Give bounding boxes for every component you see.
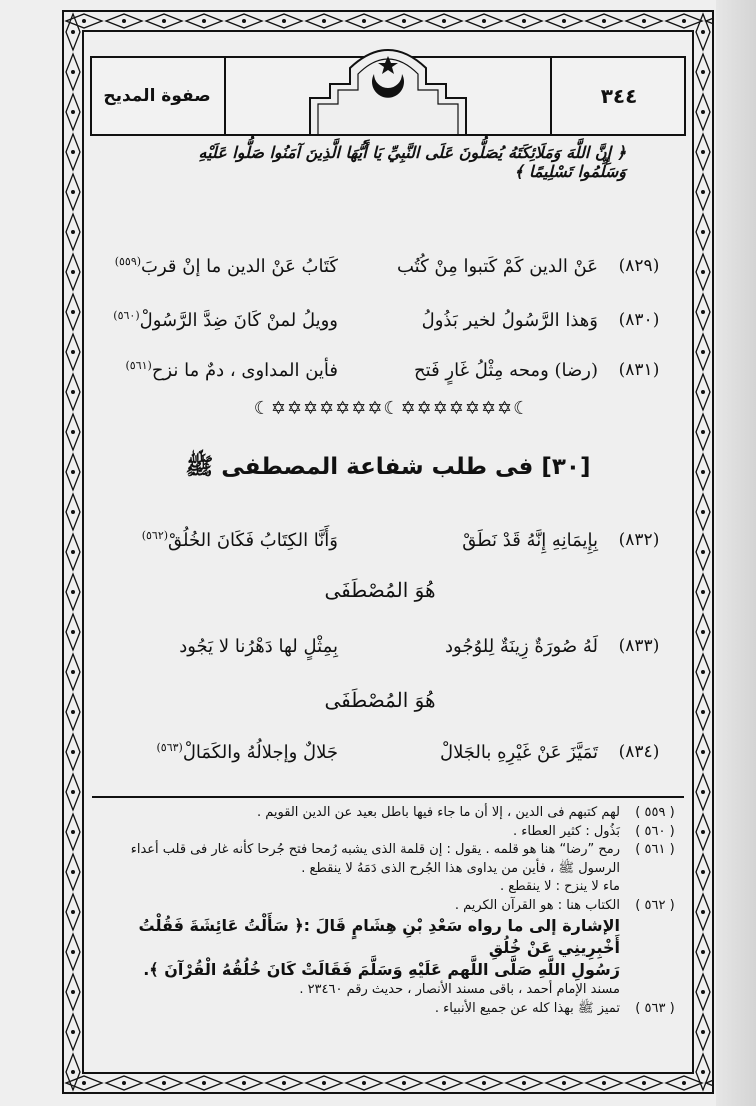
footnote-marker[interactable]: (٥٦١) [125,359,152,372]
footnote-text: رمح ”رضا“ هنا هو قلمه . يقول : إن قلمة الذى يشبه رُمحا فتح جُرحا كأنه غار فى قلب أعداء [130,842,620,857]
verse-hemistich-second: وويلُ لمنْ كَانَ ضِدَّ الرَّسُولْ$^{(٥٦٠)}$ [113,309,338,331]
footnotes [96,804,684,1018]
verse-hemistich-second: بِمِثْلٍ لها دَهْرُنا لا يَجُود [179,635,338,657]
footnote-marker[interactable]: (٥٦٠) [113,309,140,322]
footnote-563 [96,1000,684,1019]
verse-830 [78,302,668,338]
verse-number: (٨٣١) [618,360,660,380]
verse-number: (٨٣٣) [618,636,660,656]
footnote-text: ماء لا ينزح : لا ينقطع . [500,879,620,894]
verse-number: (٨٣٢) [618,530,660,550]
verse-number: (٨٣٠) [618,310,660,330]
chapter-title: [٣٠] فى طلب شفاعة المصطفى ﷺ [185,454,591,480]
verse-829 [78,248,668,284]
crescent-arch-icon [300,38,476,136]
verse-hemistich-first: تَمَيَّزَ عَنْ غَيْرِهِ بالجَلالْ [439,741,598,763]
verse-hemistich-second: وَأَنَّا الكِتَابُ فَكَانَ الخُلُقْ$^{(٥٦٢)}$ [141,529,338,551]
verse-833 [78,628,668,664]
verse-832 [78,522,668,558]
footnote-number: ( ٥٦١ ) [635,842,675,857]
verse-number: (٨٢٩) [618,256,660,276]
ornament-divider: ☾✡✡✡✡✡✡✡☾✡✡✡✡✡✡✡☾ [253,398,531,419]
quran-verse-banner: ﴿ إِنَّ اللَّهَ وَمَلَائِكَتَهُ يُصَلُّونَ عَلَى النَّبِيِّ يَا أَيُّهَا الَّذِينَ آمَنُوا صَلُّوا عَلَيْهِ وَسَلِّمُوا تَسْلِيمًا ﴾ [198,143,626,181]
verse-hemistich-first: (رضا) ومحه مِثْلُ غَارٍ فَتح [414,359,598,381]
verse-834 [78,734,668,770]
verse-hemistich-first: وَهذا الرَّسُولُ لخير بَذُولُ [421,309,598,331]
verse-hemistich-first: لَهُ صُورَةٌ زِينَةٌ لِلوُجُود [445,635,598,657]
page-edge [716,0,756,1106]
footnote-562-source [96,981,684,1000]
footnote-561-cont [96,878,684,897]
footnote-text: الإشارة إلى ما رواه سَعْدِ بْنِ هِشَامٍ قَالَ :﴿ سَأَلْتُ عَائِشَةَ فَقُلْتُ أَخْبِرِينِي عَنْ خُلُقِ [138,916,620,957]
footnote-561-cont [96,860,684,879]
hadith-quote [96,959,684,981]
refrain: هُوَ المُصْطَفَى [324,688,436,712]
verse-number: (٨٣٤) [618,742,660,762]
footnote-number: ( ٥٦٣ ) [635,1000,675,1016]
footnote-text: الرسول ﷺ ، فأين من يداوى هذا الجُرح الذى دَمَهُ لا ينقطع . [301,860,620,876]
footnote-number: ( ٥٦٢ ) [635,897,675,913]
footnote-marker[interactable]: (٥٦٣) [156,741,183,754]
verse-hemistich-first: عَنْ الدين كَمْ كَتبوا مِنْ كُتُب [397,255,598,277]
footnote-text: لهم كتبهم فى الدين ، إلا أن ما جاء فيها باطل بعيد عن الدين القويم . [257,805,620,820]
refrain: هُوَ المُصْطَفَى [324,578,436,602]
footnote-number: ( ٥٥٩ ) [635,805,675,820]
verse-831 [78,352,668,388]
footnote-marker[interactable]: (٥٦٢) [141,529,169,542]
verse-hemistich-second: جَلالٌ وإجلالُهُ والكَمَالْ$^{(٥٦٣)}$ [156,741,338,763]
bottom-border-pattern [64,1074,712,1092]
verse-hemistich-second: كَتَابُ عَنْ الدين ما إنْ قربَ$^{(٥٥٩)}$ [114,255,338,277]
footnote-561 [96,841,684,860]
verse-hemistich-first: بِإِيمَانِهِ إِنَّهُ قَدْ نَطَقْ [462,529,598,551]
footnote-559 [96,804,684,823]
footnote-number: ( ٥٦٠ ) [635,823,675,839]
footnote-text: تميز ﷺ بهذا كله عن جميع الأنبياء . [434,1000,620,1016]
footnote-text: رَسُولِ اللَّهِ صَلَّى اللَّهم عَلَيْهِ وَسَلَّمَ فَقَالَتْ كَانَ خُلُقُهُ الْقُرْآنَ ﴾. [143,960,620,979]
hadith-quote [96,915,684,959]
top-border-pattern [64,12,712,30]
footnote-text: الكتاب هنا : هو القرآن الكريم . [454,897,620,913]
footnote-marker[interactable]: (٥٥٩) [114,255,142,268]
footnote-separator [92,796,684,798]
footnote-text: بَذُول : كثير العطاء . [513,823,620,839]
footnote-text: مسند الإمام أحمد ، باقى مسند الأنصار ، حديث رقم ٢٣٤٦٠ . [299,982,620,997]
verse-hemistich-second: فأين المداوى ، دمٌ ما نزح$^{(٥٦١)}$ [125,359,338,381]
right-border-pattern [694,12,712,1092]
footnote-560 [96,823,684,842]
page-number: ٣٤٤ [550,56,686,136]
running-title: صفوة المديح [90,56,226,136]
footnote-562 [96,897,684,916]
